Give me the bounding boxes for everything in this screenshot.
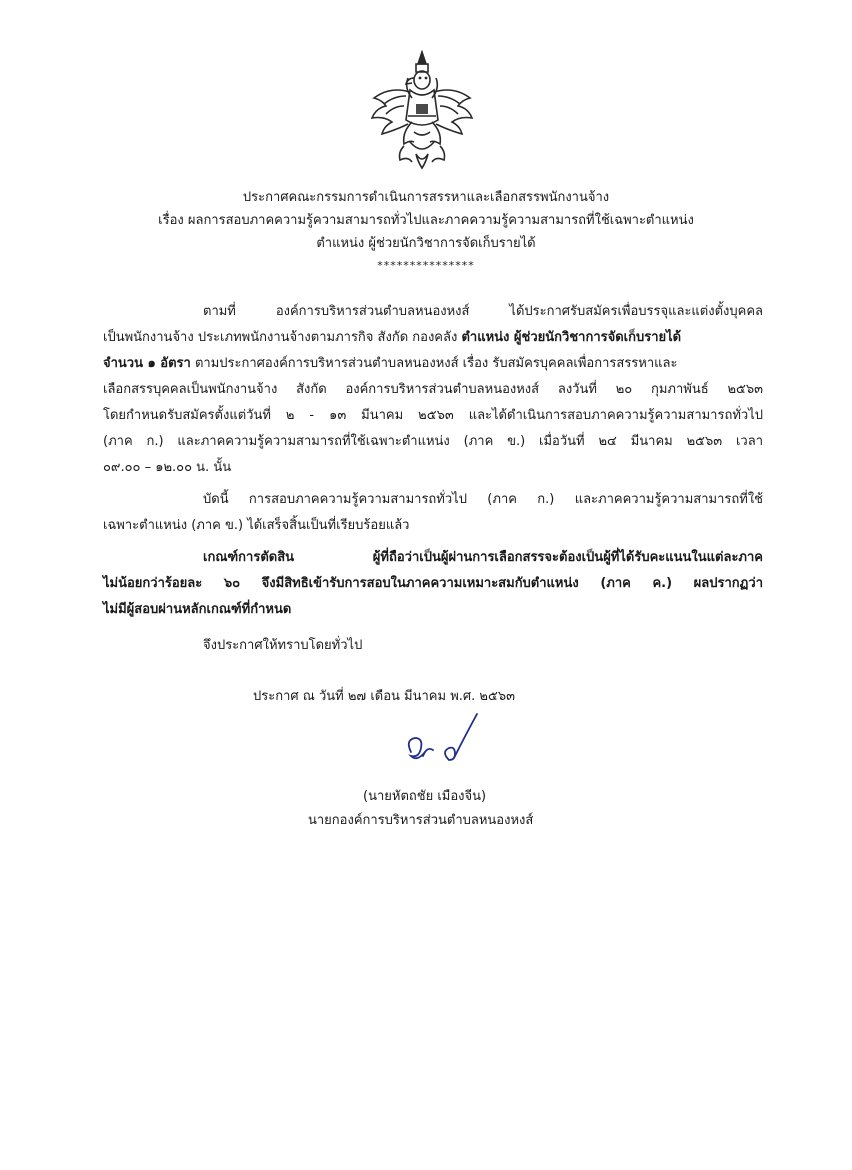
garuda-emblem-icon	[370, 50, 474, 172]
para3-line3: ไม่มีผู้สอบผ่านหลักเกณฑ์ที่กำหนด	[103, 602, 292, 617]
para1-line3-text: ตามประกาศองค์การบริหารส่วนตำบลหนองหงส์ เรื่อง รับสมัครบุคคลเพื่อการสรรหาและ	[190, 356, 678, 371]
signatory-title: นายกองค์การบริหารส่วนตำบลหนองหงส์	[308, 813, 534, 828]
header-divider: ***************	[377, 259, 475, 272]
position-title: ตำแหน่ง ผู้ช่วยนักวิชาการจัดเก็บรายได้	[316, 236, 536, 251]
para1-line2	[103, 328, 763, 348]
para1-line3	[103, 354, 763, 374]
para1-line5: โดยกำหนดรับสมัครตั้งแต่วันที่ ๒ - ๑๓ มีนาคม ๒๕๖๓ และได้ดำเนินการสอบภาคความรู้ความสามารถทั่วไป	[103, 408, 763, 423]
para2-line2: เฉพาะตำแหน่ง (ภาค ข.) ได้เสร็จสิ้นเป็นที่เรียบร้อยแล้ว	[103, 518, 410, 533]
announcement-subject: เรื่อง ผลการสอบภาคความรู้ความสามารถทั่วไปและภาคความรู้ความสามารถที่ใช้เฉพาะตำแหน่ง	[158, 213, 694, 228]
para1-line1: ตามที่ องค์การบริหารส่วนตำบลหนองหงส์ ได้ประกาศรับสมัครเพื่อบรรจุและแต่งตั้งบุคคล	[203, 304, 763, 319]
announcement-heading: ประกาศคณะกรรมการดำเนินการสรรหาและเลือกสรรพนักงานจ้าง	[242, 190, 610, 205]
announcement-date: ประกาศ ณ วันที่ ๒๗ เดือน มีนาคม พ.ศ. ๒๕๖๓	[253, 689, 515, 704]
closing-statement: จึงประกาศให้ทราบโดยทั่วไป	[203, 638, 363, 653]
para3-line2: ไม่น้อยกว่าร้อยละ ๖๐ จึงมีสิทธิเข้ารับการสอบในภาคความเหมาะสมกับตำแหน่ง (ภาค ค.) ผลปรากฏว่า	[103, 576, 763, 591]
para2-line1: บัดนี้ การสอบภาคความรู้ความสามารถทั่วไป (ภาค ก.) และภาคความรู้ความสามารถที่ใช้	[203, 492, 763, 507]
para1-line6: (ภาค ก.) และภาคความรู้ความสามารถที่ใช้เฉพาะตำแหน่ง (ภาค ข.) เมื่อวันที่ ๒๔ มีนาคม ๒๕๖๓ เวลา	[103, 434, 763, 449]
para3-line1: เกณฑ์การตัดสิน ผู้ที่ถือว่าเป็นผู้ผ่านการเลือกสรรจะต้องเป็นผู้ที่ได้รับคะแนนในแต่ละภาค	[203, 550, 763, 565]
para1-line4: เลือกสรรบุคคลเป็นพนักงานจ้าง สังกัด องค์การบริหารส่วนตำบลหนองหงส์ ลงวันที่ ๒๐ กุมภาพันธ์ ๒๕๖๓	[103, 382, 763, 397]
para1-line2-text: เป็นพนักงานจ้าง ประเภทพนักงานจ้างตามภารกิจ สังกัด กองคลัง	[103, 330, 462, 345]
signatory-name: (นายหัตถชัย เมืองจีน)	[363, 789, 487, 804]
signature-mark	[393, 712, 493, 772]
position-name-bold: ตำแหน่ง ผู้ช่วยนักวิชาการจัดเก็บรายได้	[461, 330, 682, 345]
quota-bold: จำนวน ๑ อัตรา	[103, 356, 191, 371]
para1-line7: ๐๙.๐๐ – ๑๒.๐๐ น. นั้น	[103, 460, 232, 475]
